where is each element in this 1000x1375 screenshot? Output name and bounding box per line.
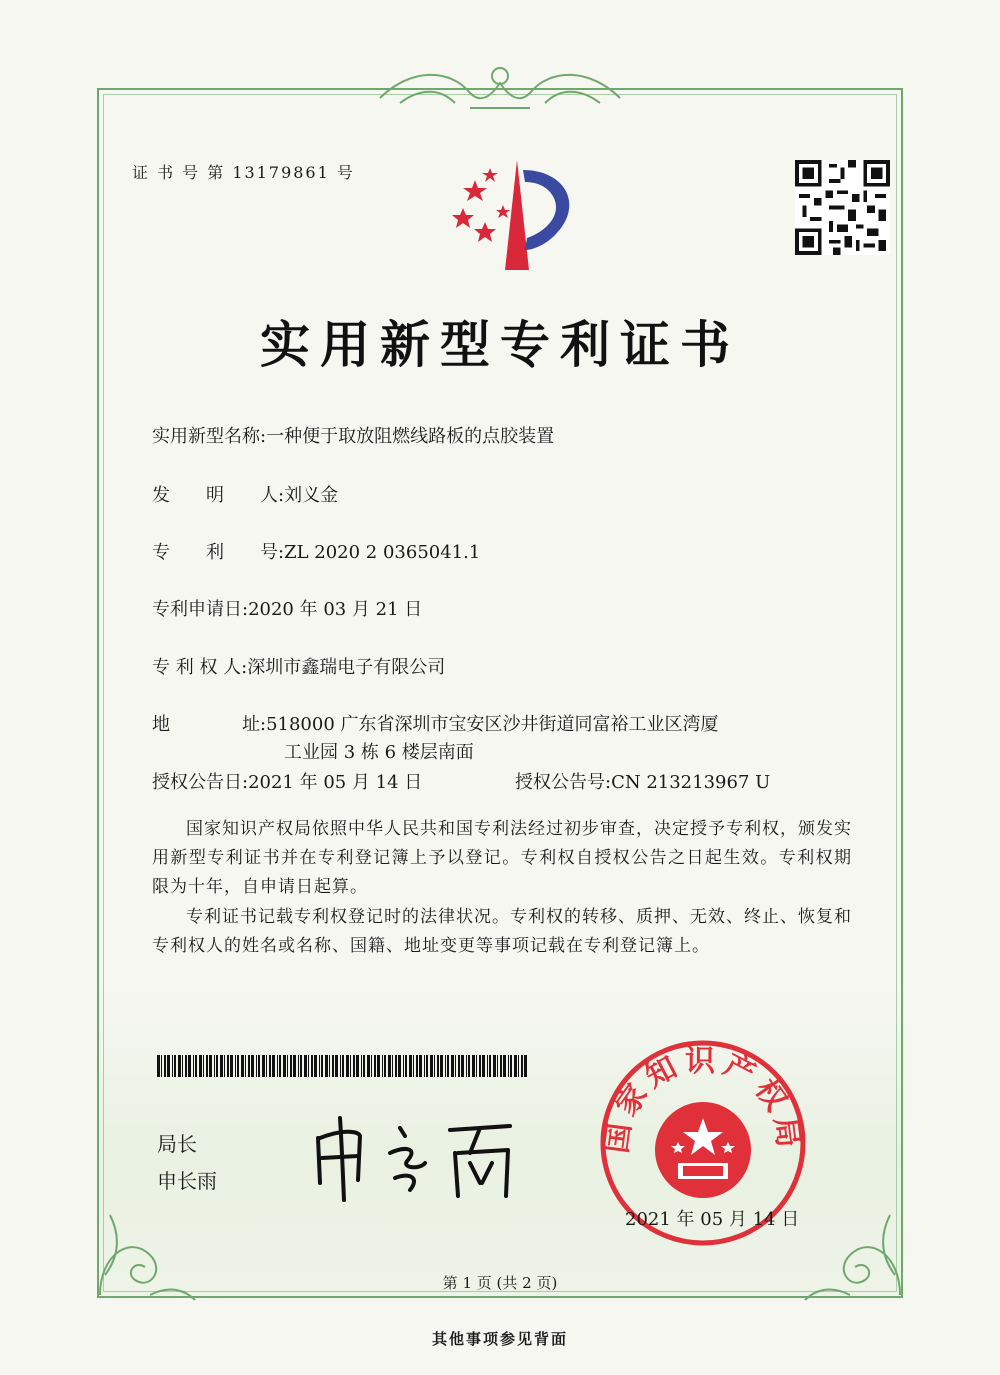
utility-model-name-label: 实用新型名称: (152, 426, 267, 447)
grant-number-row (515, 770, 770, 796)
patent-holder-label: 专 利 权 人: (152, 657, 248, 678)
inventor-label: 发 明 人: (152, 485, 285, 506)
patent-holder-value: 深圳市鑫瑞电子有限公司 (247, 657, 446, 678)
top-ornament-icon (370, 58, 630, 118)
qr-code-icon (795, 160, 890, 255)
certificate-title: 实用新型专利证书 (260, 315, 740, 374)
patent-number-value: ZL 2020 2 0365041.1 (284, 542, 481, 563)
patent-number-label: 专 利 号: (152, 542, 285, 563)
patent-office-logo (445, 150, 585, 280)
utility-model-name-value: 一种便于取放阻燃线路板的点胶装置 (266, 426, 555, 447)
grant-number-label: 授权公告号: (515, 772, 612, 793)
statement-paragraph-2: 专利证书记载专利权登记时的法律状况。专利权的转移、质押、无效、终止、恢复和专利权人的姓名或名称、国籍、地址变更等事项记载在专利登记簿上。 (152, 907, 852, 956)
address-label: 地 址: (152, 714, 267, 735)
grant-date-value: 2021 年 05 月 14 日 (248, 772, 423, 793)
grant-number-value: CN 213213967 U (611, 772, 771, 793)
grant-date-label: 授权公告日: (152, 772, 249, 793)
svg-text:国家知识产权局: 国家知识产权局 (599, 1044, 807, 1156)
patent-holder-row (152, 655, 445, 681)
statement-paragraph-1: 国家知识产权局依照中华人民共和国专利法经过初步审查，决定授予专利权，颁发实用新型专利证书并在专利登记簿上予以登记。专利权自授权公告之日起生效。专利权期限为十年，自申请日起算。 (152, 819, 852, 897)
back-note: 其他事项参见背面 (431, 1330, 568, 1348)
director-name: 申长雨 (157, 1169, 217, 1193)
filing-date-value: 2020 年 03 月 21 日 (248, 599, 423, 620)
address-row (152, 712, 719, 738)
certificate-number: 证 书 号 第 13179861 号 (132, 163, 355, 182)
address-line2: 工业园 3 栋 6 楼层南面 (284, 742, 474, 763)
barcode-icon (157, 1055, 527, 1077)
filing-date-label: 专利申请日: (152, 599, 249, 620)
address-line1: 518000 广东省深圳市宝安区沙井街道同富裕工业区湾厦 (266, 714, 719, 735)
inventor-value: 刘义金 (284, 485, 339, 506)
grant-date-row (152, 770, 422, 796)
patent-number-row (152, 540, 480, 566)
page-number: 第 1 页 (共 2 页) (442, 1274, 558, 1292)
inventor-row (152, 483, 338, 509)
director-title: 局长 (157, 1132, 197, 1156)
director-signature (310, 1108, 520, 1203)
utility-model-name-row (152, 424, 554, 450)
filing-date-row (152, 597, 422, 623)
seal-date: 2021 年 05 月 14 日 (625, 1209, 800, 1230)
